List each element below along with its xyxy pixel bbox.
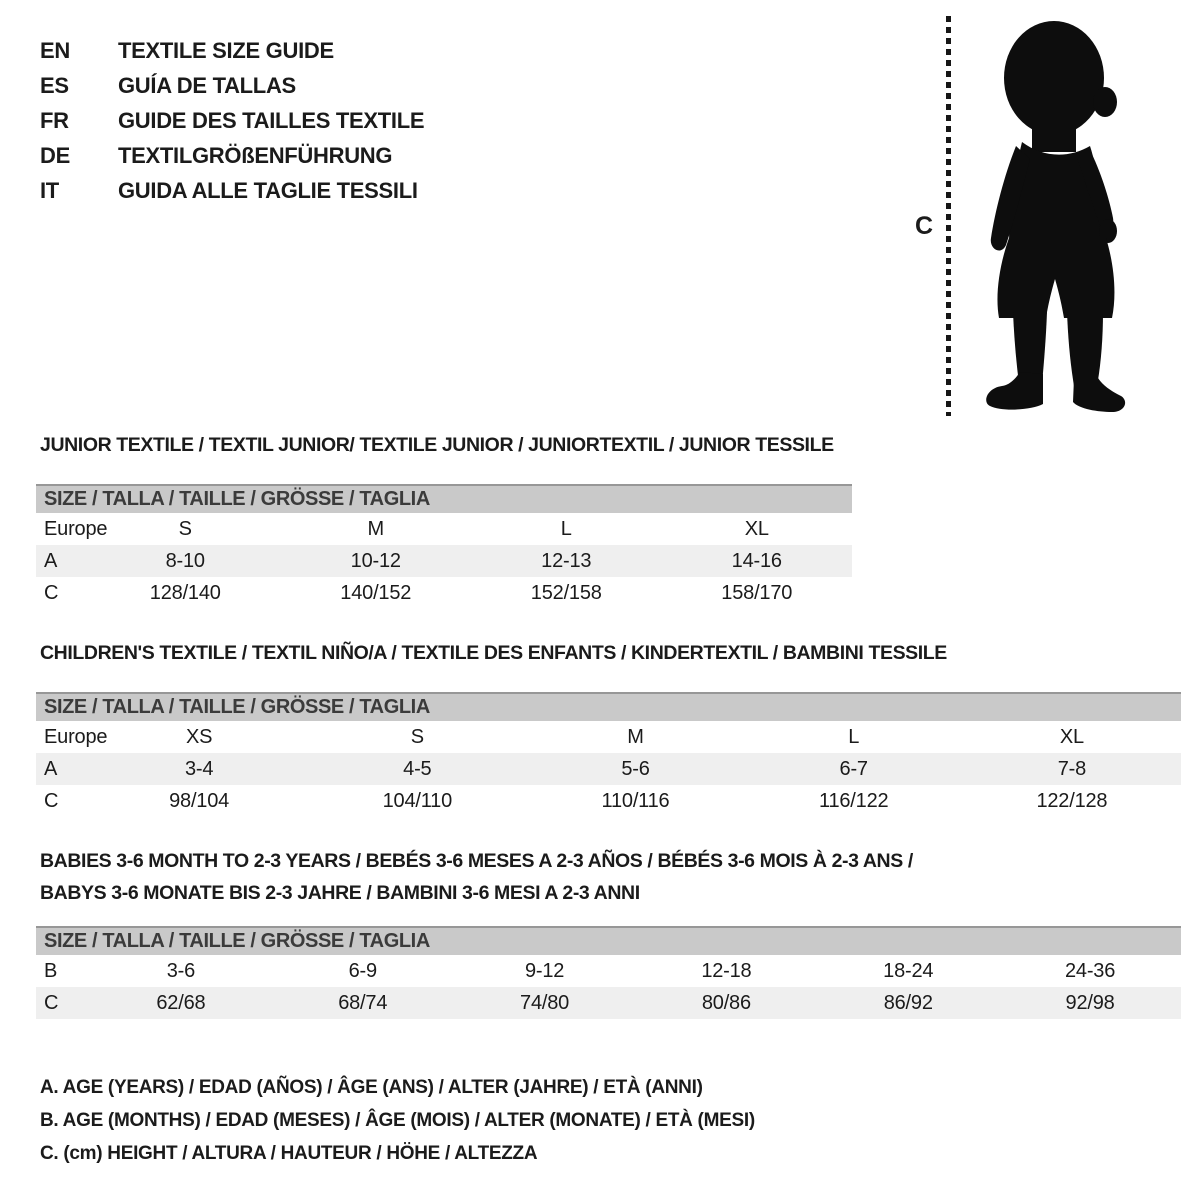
junior-size-table (36, 484, 852, 609)
size-cell: 6-9 (348, 959, 377, 982)
children-section-title: CHILDREN'S TEXTILE / TEXTIL NIÑO/A / TEXTILE DES ENFANTS / KINDERTEXTIL / BAMBINI TESSILE (40, 642, 947, 664)
size-cell: 110/116 (601, 789, 670, 812)
guide-title: TEXTILE SIZE GUIDE (118, 37, 334, 63)
size-cell: 14-16 (731, 549, 782, 572)
table-row (36, 753, 1181, 785)
table-rows (36, 721, 1181, 817)
guide-title: GUÍA DE TALLAS (118, 72, 296, 98)
size-cell: 3-4 (184, 757, 214, 780)
measurement-legend (40, 1071, 755, 1170)
size-cell: 4-5 (403, 757, 432, 780)
size-cell: 104/110 (382, 789, 453, 812)
guide-title: GUIDA ALLE TAGLIE TESSILI (118, 177, 418, 203)
size-cell: 7-8 (1057, 757, 1087, 780)
table-row (36, 721, 1181, 753)
size-header-band: SIZE / TALLA / TAILLE / GRÖSSE / TAGLIA (36, 926, 1181, 955)
language-row (40, 138, 424, 173)
size-header-band: SIZE / TALLA / TAILLE / GRÖSSE / TAGLIA (36, 484, 852, 513)
babies-size-table (36, 926, 1181, 1019)
babies-section-title-line1: BABIES 3-6 MONTH TO 2-3 YEARS / BEBÉS 3-6 MESES A 2-3 AÑOS / BÉBÉS 3-6 MOIS À 2-3 ANS / (40, 850, 913, 872)
size-cell: 122/128 (1036, 789, 1108, 812)
size-cell: 18-24 (883, 959, 934, 982)
table-row (36, 785, 1181, 817)
size-cell: 5-6 (621, 757, 650, 780)
language-code: IT (40, 177, 59, 203)
language-row (40, 103, 424, 138)
size-cell: XS (185, 725, 213, 748)
row-label: B (44, 959, 58, 982)
legend-line-a: A. AGE (YEARS) / EDAD (AÑOS) / ÂGE (ANS) / ALTER (JAHRE) / ETÀ (ANNI) (40, 1076, 703, 1098)
table-rows (36, 513, 852, 609)
size-cell: M (627, 725, 644, 748)
size-cell: 12-13 (541, 549, 592, 572)
row-label: C (44, 991, 59, 1014)
size-cell: 6-7 (839, 757, 868, 780)
height-measure-label: C (915, 212, 934, 240)
size-header-band: SIZE / TALLA / TAILLE / GRÖSSE / TAGLIA (36, 692, 1181, 721)
table-row (36, 577, 852, 609)
row-label: C (44, 581, 59, 604)
guide-title: GUIDE DES TAILLES TEXTILE (118, 107, 425, 133)
row-label: A (44, 757, 58, 780)
size-cell: XL (744, 517, 769, 540)
row-label: A (44, 549, 58, 572)
size-cell: 92/98 (1065, 991, 1115, 1014)
size-cell: 74/80 (520, 991, 570, 1014)
guide-title: TEXTILGRÖßENFÜHRUNG (118, 142, 393, 168)
table-row (36, 513, 852, 545)
language-row (40, 33, 424, 68)
size-cell: 9-12 (524, 959, 565, 982)
language-code: EN (40, 37, 70, 63)
table-rows (36, 955, 1181, 1019)
children-size-table (36, 692, 1181, 817)
row-label: Europe (44, 517, 108, 540)
size-cell: 128/140 (149, 581, 221, 604)
size-cell: 24-36 (1064, 959, 1116, 982)
toddler-silhouette-icon (962, 16, 1140, 416)
legend-line-c: C. (cm) HEIGHT / ALTURA / HAUTEUR / HÖHE / ALTEZZA (40, 1142, 538, 1164)
size-cell: 80/86 (701, 991, 751, 1014)
table-row (36, 987, 1181, 1019)
size-cell: 68/74 (338, 991, 388, 1014)
size-cell: 140/152 (340, 581, 412, 604)
size-cell: 158/170 (721, 581, 793, 604)
size-cell: 86/92 (883, 991, 933, 1014)
row-label: C (44, 789, 59, 812)
size-cell: 10-12 (350, 549, 401, 572)
size-cell: S (410, 725, 424, 748)
size-cell: 3-6 (166, 959, 196, 982)
table-row (36, 955, 1181, 987)
size-cell: S (178, 517, 192, 540)
junior-section-title: JUNIOR TEXTILE / TEXTIL JUNIOR/ TEXTILE JUNIOR / JUNIORTEXTIL / JUNIOR TESSILE (40, 434, 834, 456)
language-code: DE (40, 142, 70, 168)
size-cell: 8-10 (165, 549, 205, 572)
height-measure-dotted-line (946, 16, 951, 416)
babies-section-title-line2: BABYS 3-6 MONATE BIS 2-3 JAHRE / BAMBINI 3-6 MESI A 2-3 ANNI (40, 882, 640, 904)
size-cell: 116/122 (819, 789, 889, 812)
size-cell: 62/68 (156, 991, 206, 1014)
language-row (40, 68, 424, 103)
language-code: ES (40, 72, 69, 98)
language-code: FR (40, 107, 69, 133)
table-row (36, 545, 852, 577)
language-row (40, 173, 424, 208)
size-cell: 12-18 (701, 959, 752, 982)
size-cell: L (848, 725, 860, 748)
size-cell: 98/104 (169, 789, 230, 812)
legend-line-b: B. AGE (MONTHS) / EDAD (MESES) / ÂGE (MOIS) / ALTER (MONATE) / ETÀ (MESI) (40, 1109, 755, 1131)
size-cell: 152/158 (530, 581, 602, 604)
size-cell: M (367, 517, 384, 540)
row-label: Europe (44, 725, 108, 748)
language-title-list (40, 33, 424, 208)
size-cell: XL (1059, 725, 1084, 748)
size-cell: L (560, 517, 572, 540)
